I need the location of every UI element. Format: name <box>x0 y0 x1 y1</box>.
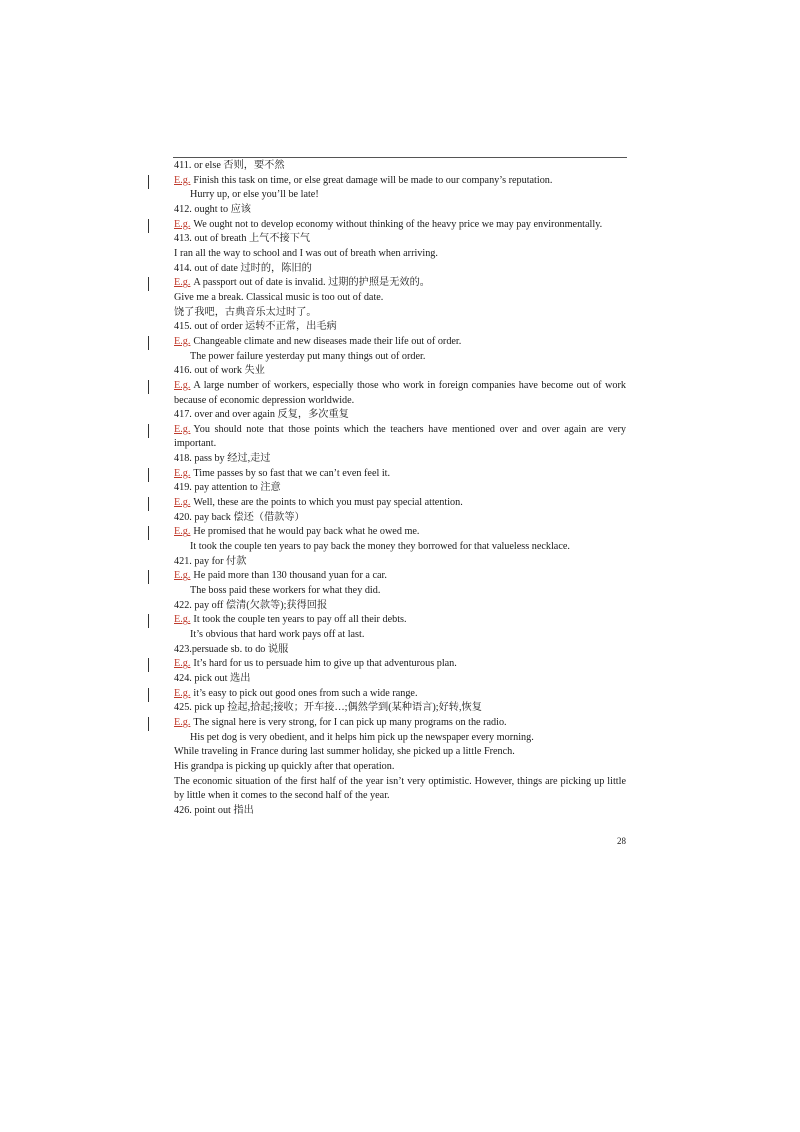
line-text: He promised that he would pay back what he owed me. <box>193 526 420 538</box>
example-line <box>174 306 626 321</box>
example-line <box>174 731 626 746</box>
line-text: I ran all the way to school and I was out of breath when arriving. <box>174 247 438 259</box>
example-line <box>174 775 626 804</box>
line-text: The power failure yesterday put many things out of order. <box>190 350 426 362</box>
line-text: Time passes by so fast that we can’t even feel it. <box>193 467 391 479</box>
revision-bar <box>148 219 149 233</box>
line-text: 426. point out 指出 <box>174 804 254 816</box>
revision-bar <box>148 380 149 394</box>
line-text: Changeable climate and new diseases made their life out of order. <box>193 335 462 347</box>
line-text: 413. out of breath 上气不接下气 <box>174 233 311 245</box>
line-text: 412. ought to 应该 <box>174 203 251 215</box>
line-text: 415. out of order 运转不正常，出毛病 <box>174 321 337 333</box>
line-text: Give me a break. Classical music is too out of date. <box>174 291 384 303</box>
example-line <box>174 584 626 599</box>
example-sentence <box>174 613 626 628</box>
phrase-heading <box>174 555 626 570</box>
line-text: A large number of workers, especially those who work in foreign companies have become out of work because of economic depression worldwide. <box>174 379 626 406</box>
line-text: It’s obvious that hard work pays off at last. <box>190 629 365 640</box>
line-text: 424. pick out 选出 <box>174 672 251 684</box>
phrase-heading <box>174 643 626 658</box>
example-sentence <box>174 496 626 511</box>
example-sentence <box>174 276 626 291</box>
revision-bar <box>148 175 149 189</box>
example-sentence <box>174 423 626 452</box>
phrase-heading <box>174 320 626 335</box>
phrase-heading <box>174 232 626 247</box>
phrase-heading <box>174 452 626 467</box>
example-label: E.g. <box>174 526 191 538</box>
phrase-heading <box>174 408 626 423</box>
line-text: it’s easy to pick out good ones from such a wide range. <box>193 687 418 699</box>
revision-bar <box>148 468 149 482</box>
example-line <box>174 291 626 306</box>
line-text: A passport out of date is invalid. 过期的护照是无效的。 <box>193 277 430 289</box>
line-text: 414. out of date 过时的，陈旧的 <box>174 262 312 274</box>
revision-bar <box>148 614 149 628</box>
example-sentence <box>174 174 626 189</box>
phrase-heading <box>174 511 626 526</box>
line-text: 420. pay back 偿还（借款等） <box>174 511 305 523</box>
revision-bar <box>148 688 149 702</box>
line-text: It’s hard for us to persuade him to give up that adventurous plan. <box>193 658 457 670</box>
line-text: Finish this task on time, or else great damage will be made to our company’s reputation. <box>193 174 553 186</box>
example-label: E.g. <box>174 570 191 582</box>
phrase-list <box>174 159 626 819</box>
example-line <box>174 745 626 760</box>
line-text: We ought not to develop economy without thinking of the heavy price we may pay environmentally. <box>193 218 603 230</box>
line-text: His grandpa is picking up quickly after that operation. <box>174 760 395 772</box>
revision-bar <box>148 336 149 350</box>
example-label: E.g. <box>174 174 191 186</box>
example-label: E.g. <box>174 497 191 509</box>
phrase-heading <box>174 364 626 379</box>
example-label: E.g. <box>174 467 191 479</box>
example-sentence <box>174 525 626 540</box>
line-text: The economic situation of the first half of the year isn’t very optimistic. However, things are picking up little by little when it comes to the second half of the year. <box>174 775 626 802</box>
line-text: It took the couple ten years to pay off all their debts. <box>193 614 407 626</box>
line-text: While traveling in France during last summer holiday, she picked up a little French. <box>174 746 515 758</box>
phrase-heading <box>174 599 626 614</box>
line-text: His pet dog is very obedient, and it helps him pick up the newspaper every morning. <box>190 731 534 743</box>
phrase-heading <box>174 159 626 174</box>
line-text: The boss paid these workers for what they did. <box>190 585 381 597</box>
phrase-heading <box>174 672 626 687</box>
example-sentence <box>174 335 626 350</box>
example-label: E.g. <box>174 379 191 391</box>
example-sentence <box>174 218 626 233</box>
example-line <box>174 350 626 365</box>
line-text: 419. pay attention to 注意 <box>174 482 281 494</box>
line-text: 饶了我吧，古典音乐太过时了。 <box>174 306 317 318</box>
example-line <box>174 540 626 555</box>
example-sentence <box>174 467 626 482</box>
example-line <box>174 760 626 775</box>
line-text: Hurry up, or else you’ll be late! <box>190 189 319 201</box>
revision-bar <box>148 424 149 438</box>
revision-bar <box>148 526 149 540</box>
example-line <box>174 628 626 643</box>
example-label: E.g. <box>174 423 191 435</box>
example-line <box>174 188 626 203</box>
line-text: 418. pass by 经过,走过 <box>174 453 271 465</box>
line-text: 425. pick up 捡起,拾起;接收；开车接…;偶然学到(某种语言);好转,恢复 <box>174 702 482 714</box>
phrase-heading <box>174 481 626 496</box>
example-label: E.g. <box>174 716 191 728</box>
line-text: The signal here is very strong, for I can pick up many programs on the radio. <box>193 716 507 728</box>
example-label: E.g. <box>174 335 191 347</box>
example-sentence <box>174 657 626 672</box>
phrase-heading <box>174 701 626 716</box>
example-sentence <box>174 687 626 702</box>
line-text: 411. or else 否则，要不然 <box>174 160 285 171</box>
example-sentence <box>174 379 626 408</box>
example-label: E.g. <box>174 687 191 699</box>
example-label: E.g. <box>174 614 191 626</box>
line-text: 421. pay for 付款 <box>174 555 247 567</box>
revision-bar <box>148 570 149 584</box>
revision-bar <box>148 277 149 291</box>
revision-bar <box>148 658 149 672</box>
example-sentence <box>174 716 626 731</box>
example-sentence <box>174 569 626 584</box>
line-text: He paid more than 130 thousand yuan for a car. <box>193 570 387 582</box>
example-line <box>174 247 626 262</box>
line-text: 417. over and over again 反复，多次重复 <box>174 409 349 421</box>
line-text: 416. out of work 失业 <box>174 365 265 377</box>
phrase-heading <box>174 804 626 819</box>
example-label: E.g. <box>174 658 191 670</box>
example-label: E.g. <box>174 277 191 289</box>
line-text: 422. pay off 偿清(欠款等);获得回报 <box>174 599 328 611</box>
line-text: It took the couple ten years to pay back the money they borrowed for that valueless necklace. <box>190 541 570 553</box>
header-rule <box>173 157 627 158</box>
example-label: E.g. <box>174 218 191 230</box>
page-number: 28 <box>617 836 626 846</box>
line-text: You should note that those points which the teachers have mentioned over and over again are very important. <box>174 423 626 450</box>
phrase-heading <box>174 262 626 277</box>
phrase-heading <box>174 203 626 218</box>
revision-bar <box>148 717 149 731</box>
revision-bar <box>148 497 149 511</box>
line-text: 423.persuade sb. to do 说服 <box>174 643 289 655</box>
line-text: Well, these are the points to which you must pay special attention. <box>193 497 463 509</box>
